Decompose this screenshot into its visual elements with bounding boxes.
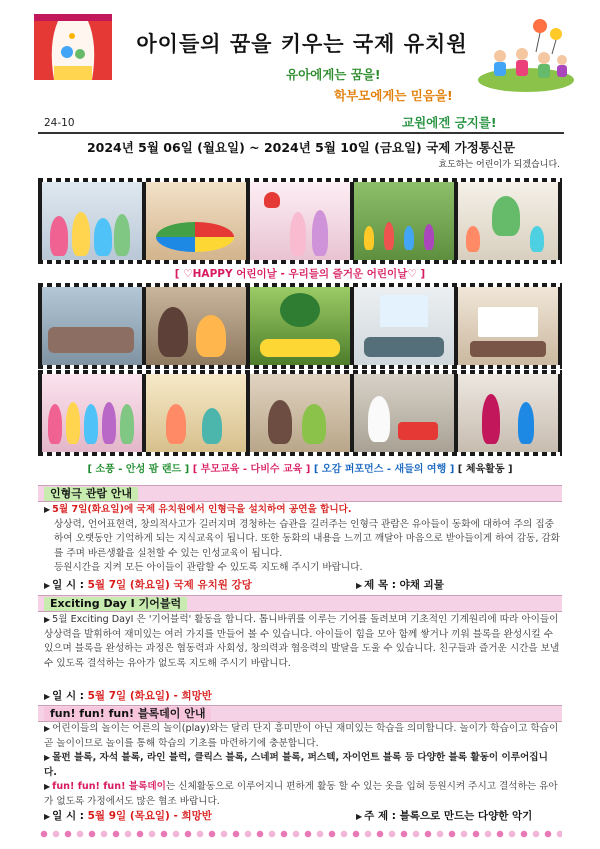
puppet-info-row: ▶ 일 시 : 5월 7일 (화요일) 국제 유치원 강당 ▶ 제 목 : 야채 괴물 — [44, 579, 444, 591]
stage-curtain-illustration — [34, 14, 112, 80]
triangle-bullet-icon: ▶ — [44, 782, 51, 791]
triangle-bullet-icon: ▶ — [44, 753, 51, 762]
photo — [146, 182, 246, 260]
photo-strip-childrens-day — [38, 178, 562, 264]
slogan-parents: 학부모에게는 믿음을! — [334, 88, 453, 103]
triangle-bullet-icon: ▶ — [44, 692, 51, 701]
puppet-title: 야채 괴물 — [399, 579, 444, 591]
block-day-body: ▶ 어린이들의 놀이는 어른의 놀이(play)와는 달리 단지 흥미만이 아닌 재미있는 학습을 의미합니다. 놀이가 학습이고 학습이 곧 놀이이므로 놀이를 통해 학습의 기초를 마련하기에 충분합니다. ▶ 몰펀 블록, 자석 블록, 라인 블럭, 클릭스 블록, 스네퍼 블록, 퍼스텍, 자이언트 블록 등 다양한 블록 활동이 이루어집니다. ▶ fun! fun! fun! 블록데이는 신체활동으로 이루어지니 편하게 활동 할 수 있는 옷을 입혀 등원시켜 주시고 결석하는 유아가 없도록 가정에서도 많은 협조 바랍니다. — [44, 723, 559, 807]
decorative-dot-border — [38, 828, 562, 840]
newsletter-title: 아이들의 꿈을 키우는 국제 유치원 — [136, 32, 468, 56]
date-range-title: 2024년 5월 06일 (월요일) ~ 2024년 5월 10일 (금요일) 국제 가정통신문 — [86, 140, 516, 155]
section-title: Exciting Day Ⅰ 기어블럭 — [44, 597, 187, 611]
caption-childrens-day: [ ♡HAPPY 어린이날 - 우리들의 즐거운 어린이날♡ ] — [174, 268, 426, 280]
exciting-day-date: 5월 7일 (화요일) - 희망반 — [87, 690, 212, 702]
photo — [354, 182, 454, 260]
children-playing-illustration — [478, 12, 574, 92]
section-header-puppet-show — [38, 485, 562, 502]
photo — [42, 287, 142, 365]
block-day-info-row: ▶ 일 시 : 5월 9일 (목요일) - 희망반 ▶ 주 제 : 블록으로 만드는 다양한 악기 — [44, 810, 533, 822]
triangle-bullet-icon: ▶ — [356, 812, 363, 821]
puppet-highlight: 5월 7일(화요일)에 국제 유치원에서 인형극을 설치하여 공연을 합니다. — [52, 504, 352, 515]
section-title: fun! fun! fun! 블록데이 안내 — [44, 707, 211, 721]
photo — [146, 287, 246, 365]
caption-activities — [38, 460, 562, 475]
triangle-bullet-icon: ▶ — [44, 724, 51, 733]
puppet-date: 5월 7일 (화요일) 국제 유치원 강당 — [87, 579, 252, 591]
issue-number: 24-10 — [44, 117, 75, 129]
photo — [458, 287, 558, 365]
photo — [42, 374, 142, 452]
photo — [250, 287, 350, 365]
caption-sports: [ 체육활동 ] — [457, 464, 513, 475]
photo — [250, 182, 350, 260]
photo — [146, 374, 246, 452]
slogan-children: 유아에게는 꿈을! — [286, 67, 381, 82]
caption-sensory-performance: [ 오감 퍼포먼스 - 새들의 여행 ] — [313, 464, 455, 475]
photo — [458, 374, 558, 452]
photo — [458, 182, 558, 260]
block-day-theme: 블록으로 만드는 다양한 악기 — [399, 810, 533, 822]
weekly-motto: 효도하는 어린이가 되겠습니다. — [438, 160, 560, 170]
triangle-bullet-icon: ▶ — [44, 505, 51, 514]
section-header-exciting-day — [38, 595, 562, 612]
triangle-bullet-icon: ▶ — [356, 581, 363, 590]
photo-strip-activities-1 — [38, 283, 562, 369]
puppet-show-body — [44, 503, 560, 576]
photo — [250, 374, 350, 452]
header-divider — [38, 132, 564, 134]
exciting-day-info-row: ▶ 일 시 : 5월 7일 (화요일) - 희망반 — [44, 690, 212, 702]
photo-strip-activities-2 — [38, 370, 562, 456]
exciting-day-body: ▶ 5월 Exciting DayⅠ 은 '기어블럭' 활동을 합니다. 톱니바퀴를 이루는 기어를 돌려보며 기초적인 기계원리에 따라 아이들이 상상력을 발휘하여 재미있는 여러 가지를 만들어 볼 수 있습니다. 아이들이 힘을 모아 함께 쌓거나 끼워 블록을 완성시킬 수 있으며 블록을 완성하는 과정은 협동력과 사회성, 창의력과 협응력의 발달을 도울 수 있습니다. 친구들과 즐거운 시간을 보낼 수 있도록 결석하는 유아가 없도록 지도해 주시기 바랍니다. — [44, 614, 560, 669]
caption-picnic: [ 소풍 - 안성 팜 랜드 ] — [87, 464, 190, 475]
photo — [42, 182, 142, 260]
block-day-date: 5월 9일 (목요일) - 희망반 — [87, 810, 212, 822]
caption-parent-education: [ 부모교육 - 다비수 교육 ] — [192, 464, 311, 475]
section-title: 인형극 관람 안내 — [44, 487, 138, 501]
slogan-teachers: 교원에겐 긍지를! — [402, 115, 497, 130]
triangle-bullet-icon: ▶ — [44, 581, 51, 590]
photo — [354, 374, 454, 452]
puppet-note: 등원시간을 지켜 모든 아이들이 관람할 수 있도록 지도해 주시기 바랍니다. — [54, 562, 363, 573]
section-header-block-day — [38, 705, 562, 722]
puppet-description: 상상력, 언어표현력, 창의적사고가 길러지며 경청하는 습관을 길러주는 인형극 관람은 유아들이 동화에 대하여 주의 집중하여 오랫동안 기억하게 되는 지식교육이 됩니다. 또한 동화의 내용을 느끼고 깨달아 마음으로 받아들이게 하여 감동, 감화를 주며 바른생활을 실천할 수 있는 인성교육이 됩니다. — [54, 518, 560, 559]
photo — [354, 287, 454, 365]
triangle-bullet-icon: ▶ — [44, 812, 51, 821]
triangle-bullet-icon: ▶ — [44, 615, 51, 624]
